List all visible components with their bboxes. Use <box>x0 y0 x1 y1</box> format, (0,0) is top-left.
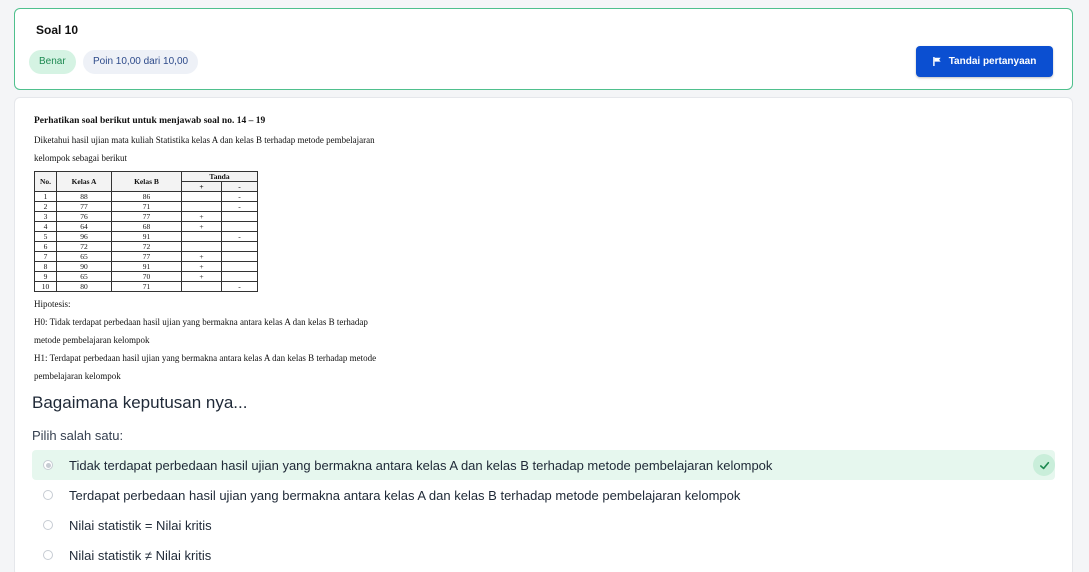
answer-option-label: Tidak terdapat perbedaan hasil ujian yang bermakna antara kelas A dan kelas B terhadap metode pembelajaran kelompok <box>69 457 773 473</box>
flag-question-button[interactable] <box>916 46 1053 77</box>
table-row: 10 80 71 - <box>35 282 258 292</box>
table-row: 4 64 68 + <box>35 222 258 232</box>
col-header-kelas-a: Kelas A <box>57 172 112 192</box>
answer-option-1[interactable] <box>32 450 1055 480</box>
passage-heading: Perhatikan soal berikut untuk menjawab soal no. 14 – 19 <box>34 116 266 126</box>
table-row: 7 65 77 + <box>35 252 258 262</box>
question-header-card <box>14 8 1073 90</box>
status-badge: Benar <box>29 50 76 74</box>
table-row: 8 90 91 + <box>35 262 258 272</box>
flag-button-label: Tandai pertanyaan <box>948 56 1037 67</box>
radio-button[interactable] <box>43 550 53 560</box>
answer-option-2[interactable] <box>32 480 1055 510</box>
col-header-plus: + <box>182 182 222 192</box>
answer-option-label: Nilai statistik = Nilai kritis <box>69 517 212 533</box>
points-badge: Poin 10,00 dari 10,00 <box>83 50 198 74</box>
check-icon <box>1033 454 1055 476</box>
radio-button[interactable] <box>43 460 53 470</box>
hipotesis-label: Hipotesis: <box>34 299 71 309</box>
question-prompt: Bagaimana keputusan nya... <box>32 393 248 412</box>
question-title: Soal 10 <box>36 23 79 37</box>
h0-line-1: H0: Tidak terdapat perbedaan hasil ujian yang bermakna antara kelas A dan kelas B terhadap <box>34 317 368 327</box>
table-row: 2 77 71 - <box>35 202 258 212</box>
table-row: 9 65 70 + <box>35 272 258 282</box>
choose-one-label: Pilih salah satu: <box>32 428 124 443</box>
table-row: 3 76 77 + <box>35 212 258 222</box>
question-passage <box>34 116 444 385</box>
passage-intro-1: Diketahui hasil ujian mata kuliah Statistika kelas A dan kelas B terhadap metode pembelajaran <box>34 135 375 145</box>
question-content-card <box>14 97 1073 572</box>
passage-intro-2: kelompok sebagai berikut <box>34 153 127 163</box>
col-header-tanda: Tanda <box>182 172 258 182</box>
radio-button[interactable] <box>43 490 53 500</box>
table-row: 5 96 91 - <box>35 232 258 242</box>
answer-option-label: Nilai statistik ≠ Nilai kritis <box>69 547 212 563</box>
h1-line-1: H1: Terdapat perbedaan hasil ujian yang bermakna antara kelas A dan kelas B terhadap metode <box>34 353 377 363</box>
h0-line-2: metode pembelajaran kelompok <box>34 335 150 345</box>
answer-option-label: Terdapat perbedaan hasil ujian yang bermakna antara kelas A dan kelas B terhadap metode pembelajaran kelompok <box>69 487 741 503</box>
h1-line-2: pembelajaran kelompok <box>34 371 121 381</box>
col-header-no: No. <box>35 172 57 192</box>
answer-option-4[interactable] <box>32 540 1055 570</box>
answer-option-3[interactable] <box>32 510 1055 540</box>
radio-button[interactable] <box>43 520 53 530</box>
flag-icon <box>933 57 942 66</box>
table-row: 6 72 72 <box>35 242 258 252</box>
answer-options <box>32 450 1055 570</box>
col-header-minus: - <box>222 182 258 192</box>
col-header-kelas-b: Kelas B <box>112 172 182 192</box>
table-row: 1 88 86 - <box>35 192 258 202</box>
exam-results-table <box>34 171 258 292</box>
